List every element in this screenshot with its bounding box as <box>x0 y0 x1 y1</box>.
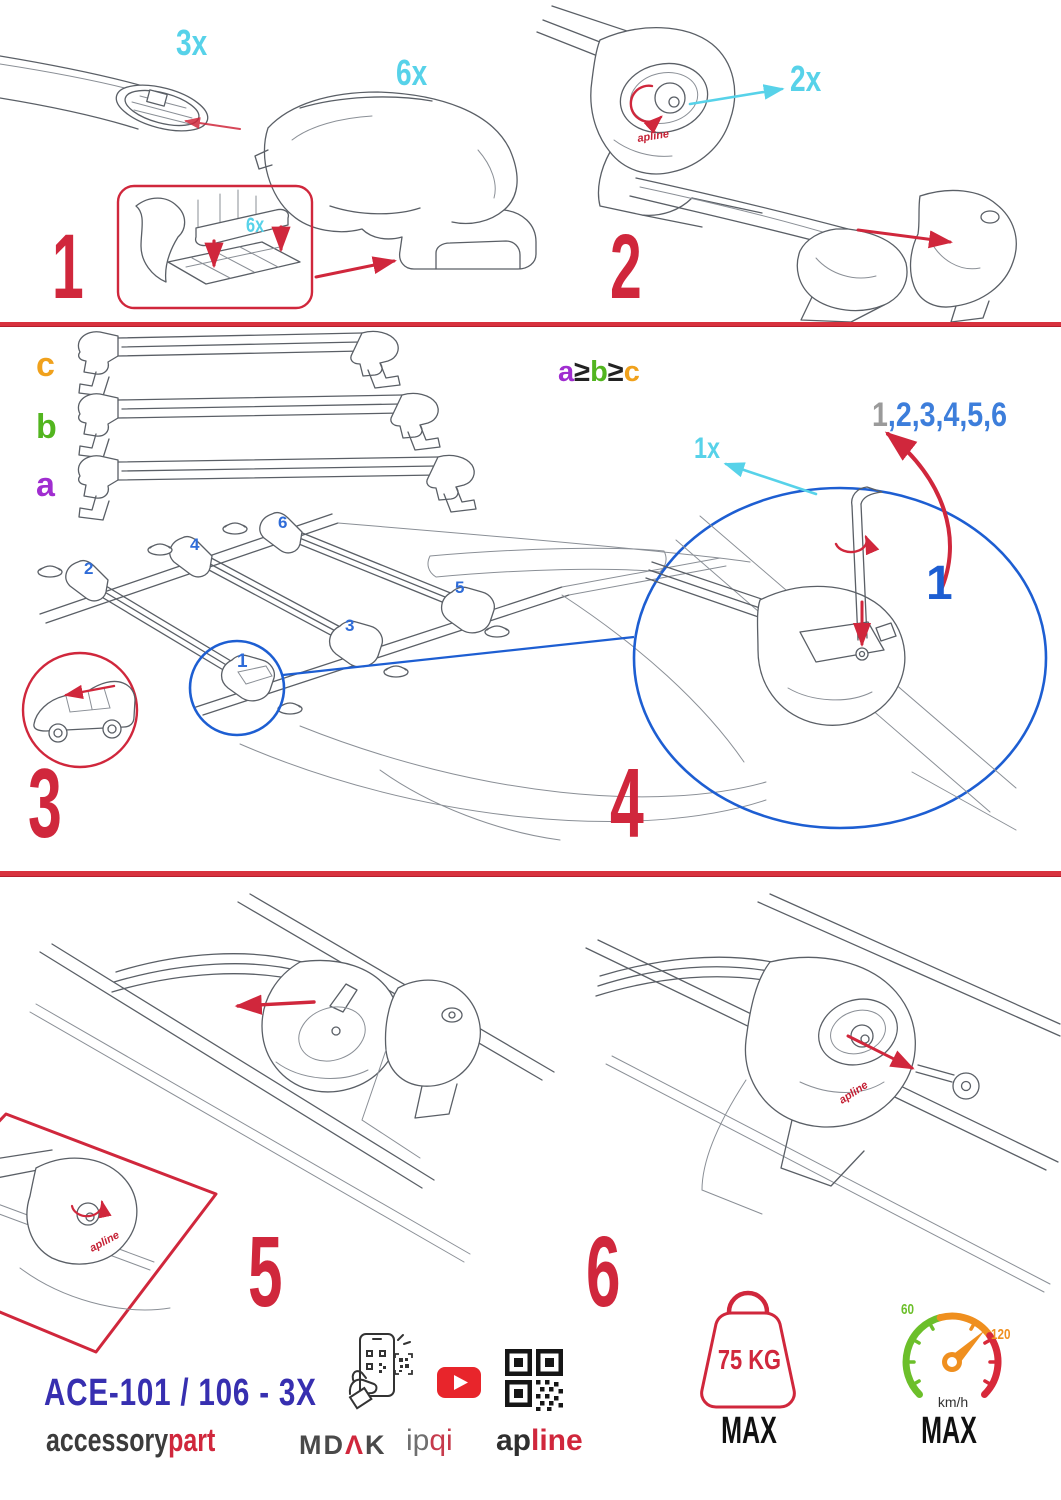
mini-qr-brackets <box>395 1354 412 1374</box>
crossbar-tube <box>0 56 213 139</box>
step3-number: 3 <box>28 748 61 858</box>
bar-b <box>78 393 440 458</box>
section-divider-1 <box>0 322 1061 326</box>
position-5: 5 <box>455 578 465 597</box>
step4-number: 4 <box>610 748 643 858</box>
step1-number: 1 <box>52 216 83 318</box>
weight-value: 75 KG <box>717 1344 781 1375</box>
foot-brand-logo: apline <box>636 128 670 145</box>
tool-qty-label: 1x <box>694 432 721 465</box>
foot-qty-label: 6x <box>396 52 428 93</box>
tool-qty-arrow-svg <box>712 452 832 502</box>
position-1: 1 <box>237 651 248 672</box>
sequence-first: 1 <box>872 396 888 434</box>
position-4: 4 <box>190 535 200 554</box>
rule-b: b <box>590 356 608 388</box>
position-2: 2 <box>84 559 94 578</box>
roof-crossbar-middle <box>170 537 383 667</box>
step6-number: 6 <box>586 1216 620 1328</box>
ipqi-logo <box>406 1424 453 1458</box>
mdak-logo <box>299 1430 387 1461</box>
bar-c <box>78 331 400 396</box>
ipqi-ip: ip <box>406 1424 430 1457</box>
ipqi-qi: qi <box>429 1424 453 1457</box>
step6-illustration <box>560 876 1061 1346</box>
accessorypart-logo <box>46 1422 263 1459</box>
notification-ticks <box>398 1335 410 1344</box>
foot-cover-assembly <box>112 954 480 1158</box>
step4-callout-1: 1 <box>926 557 953 610</box>
lock-key <box>916 1065 979 1099</box>
gauge-high-label: 120 <box>991 1326 1011 1343</box>
position-6: 6 <box>278 513 288 532</box>
tighten-sequence <box>872 396 1007 435</box>
step1-illustration <box>0 0 560 326</box>
foot-brand-logo-inset: apline <box>87 1229 122 1255</box>
mdak-md: MD <box>299 1430 345 1460</box>
youtube-icon <box>436 1366 482 1400</box>
roof-crossbar-rear <box>260 513 495 633</box>
position-3: 3 <box>345 616 355 635</box>
step5-number: 5 <box>248 1216 282 1328</box>
foot-in-zoom <box>758 586 905 725</box>
bar-b-label: b <box>36 408 57 446</box>
mdak-lambda: Λ <box>345 1430 366 1460</box>
bar-a-label: a <box>36 466 55 504</box>
locking-foot <box>596 957 915 1214</box>
rule-ge1: ≥ <box>574 356 591 388</box>
scan-qr-phone-icon <box>346 1332 420 1412</box>
tool-qty-arrow <box>726 464 816 494</box>
insert-pad-arrow <box>316 261 394 277</box>
mdak-k: K <box>365 1430 387 1460</box>
apline-line: line <box>531 1424 583 1457</box>
size-rule <box>558 358 640 387</box>
foot-brand-logo-2: apline <box>837 1079 871 1107</box>
gauge-unit-label: km/h <box>937 1394 969 1410</box>
model-code: ACE-101 / 106 - 3X <box>44 1372 317 1414</box>
lock-qty-label: 2x <box>790 58 822 99</box>
qr-code <box>503 1346 565 1412</box>
weight-max-label: MAX <box>721 1410 777 1452</box>
speed-max-label: MAX <box>921 1410 977 1452</box>
bar-c-label: c <box>36 346 55 384</box>
rule-ge2: ≥ <box>607 356 624 388</box>
apline-ap: ap <box>496 1424 532 1457</box>
gauge-low-label: 60 <box>901 1301 915 1318</box>
sequence-rest: ,2,3,4,5,6 <box>887 396 1007 434</box>
rule-c: c <box>623 356 640 388</box>
endcap-removal <box>630 178 1016 322</box>
rail-plug-caps <box>38 523 509 714</box>
step2-number: 2 <box>610 216 641 318</box>
foot-clamp <box>255 92 536 269</box>
accessorypart-red: part <box>168 1422 216 1458</box>
locked-foot-inset <box>0 1114 216 1352</box>
apline-logo <box>496 1424 583 1458</box>
rule-a: a <box>558 356 575 388</box>
foot-with-lock <box>537 6 762 227</box>
pad-qty-label: 6x <box>246 214 265 237</box>
bar-qty-label: 3x <box>176 22 208 63</box>
accessorypart-black: accessory <box>46 1422 169 1458</box>
